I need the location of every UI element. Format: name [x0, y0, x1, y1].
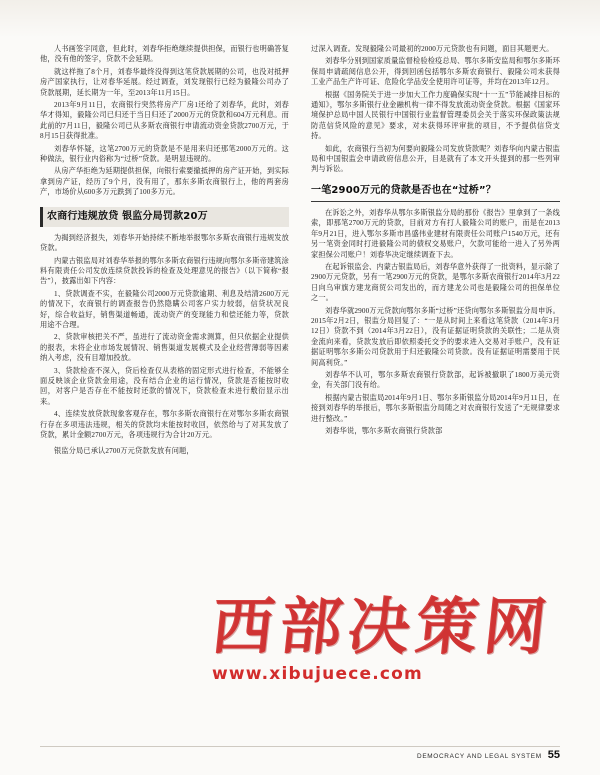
footer-divider — [40, 746, 560, 747]
watermark-calligraphy: 西部决策网 — [208, 590, 556, 663]
paragraph: 2013年9月11日，农商银行突然将房产厂房1还给了刘春华，此时，刘春华才得知，毅隆公司已归还于当日归还了2000万元的贷款和604万元利息。而此前的7月11日，毅隆公司已从多斯农商银行申请流动资金贷款2700万元，于8月15日获得批准。 — [40, 101, 289, 141]
page-number: 55 — [547, 749, 560, 761]
paragraph: 刘春华说，鄂尔多斯农商银行贷款部 — [325, 427, 443, 435]
paragraph: 刘春华怀疑，这笔2700万元的贷款是不是用来归还那笔2000万元的。这种做法，银行业内俗称为“过桥”贷款。是明显违规的。 — [40, 144, 289, 164]
paragraph: 银监分局已承认2700万元贷款发放有问题， — [54, 447, 194, 456]
paragraph: 根据内蒙古银监局2014年9月1日、鄂尔多斯银监分局2014年9月11日，在接到刘春华的举报后，鄂尔多斯银监分局随之对农商银行发送了“无规律要求进行整改。” — [311, 393, 560, 423]
paragraph: 在起诉银监会、内蒙古银监局后，刘春华意外获得了一批资料，显示除了2900万元贷款，另有一笔2900万元的贷款，是鄂尔多斯农商银行2014年3月22日向乌审旗方建龙商贸公司发出的，而方建龙公司也是毅隆公司的担保单位之一。 — [311, 262, 560, 303]
article-columns — [40, 44, 560, 709]
paragraph: 刘春华就2900万元贷款向鄂尔多斯“过桥”还贷向鄂尔多斯银监分局申诉。2015年2月2日，银监分局回复了：“一是从时间上来看这笔贷款（2014年3月12日）贷款不到（2014年3月22日），没有证据证明贷款的关联性；二是从资金流向来看，贷款发放后即依照委托交予的要求进入交易对手账户，没有证据证明鄂尔多斯公司贷款用于归还毅隆公司贷款。没有证据证明需要用于民间高利贷。” — [311, 306, 560, 367]
paragraph: 就这样拖了8个月，刘春华最终没得到这笔贷款展期的公司，也没对抵押房产国家执行，让对春华延展。经过调查，刘发现银行已经为毅隆公司办了贷款展期，延长期为一年，至2013年11月15日。 — [40, 67, 289, 97]
column-left — [40, 44, 289, 709]
column-right — [311, 44, 560, 709]
paragraph: 刘春华不认可，鄂尔多斯农商银行贷款部，起诉被撤职了1800万美元资金，有关部门没有给。 — [311, 370, 560, 390]
section-heading-penalty: 农商行违规放贷 银监分局罚款20万 — [40, 207, 289, 227]
paragraph: 刘春华分别到国家质量监督检验检疫总局、鄂尔多斯安监局和鄂尔多斯环保局申请疏阅信息公开，得到回函包括鄂尔多斯农商银行、毅隆公司未获得工业产品生产许可证、危险化学品安全使用许可证等，并均在2013年12月。 — [311, 57, 560, 87]
paragraph: 2、贷款审核把关不严，虽进行了流动资金需求测算，但只依据企业提供的报表，未将企业市场发展情况、销售渠道发展模式及企业经营薄弱等因素纳入考虑，没有目增加投放。 — [40, 333, 289, 363]
page-top-edge — [0, 0, 600, 38]
paragraph: 从房产华拒绝为延期提供担保，向银行索要撤抵押的房产证开始，到实际拿到房产证，经历了9个月，没有用了，那东多斯农商银行上，他的两套房产，市场价从600多万元跌到了100多万元。 — [40, 167, 289, 197]
watermark-url: www.xibujuece.com — [212, 664, 423, 684]
paragraph: 在诉讼之外，刘春华从鄂尔多斯银监分局的那份《报告》里拿到了一条线索，即那笔2700万元的贷款，目前对方有打人毅隆公司的账户，而是在2013年9月21日，进入鄂尔多斯市昌盛伟业建材有限责任公司账户1540万元，还有另一笔资金同时打进毅隆公司的债权交易账户，欠款可能给一进入了另外两家担保公司账户！刘春华决定继续调查下去。 — [311, 208, 560, 259]
paragraph: 1、贷款调查不实，在毅隆公司2000万元贷款逾期、利息及结清2600万元的情况下，农商银行的调查报告仍然隐瞒公司客户实力较弱，信贷状况良好，综合收益好，销售渠道畅通，流动资产的变现能力和偿还能力等，贷款用途不合理。 — [40, 289, 289, 329]
footer-bar — [417, 749, 560, 761]
paragraph: 如此，农商银行当初为何要向毅隆公司发放贷款呢？刘春华向内蒙古银监局和中国银监会申请政府信息公开，目是就有了本文开头提到的那一些列审判与诉讼。 — [311, 144, 560, 174]
paragraph: 4、连续发放贷款现象客观存在，鄂尔多斯农商银行在对鄂尔多斯农商银行存在多项违法违规，相关的贷款均未能按时收回，依然给与了对其发放了贷款，累计金额2700万元，各项违规行为合计20万元。 — [40, 410, 289, 439]
paragraph: 内蒙古银监局对刘春华举报的鄂尔多斯农商银行违规向鄂尔多斯帝建筑涂料有限责任公司发放连续贷款投诉的检查及处理意见的报告》（以下简称“报告”），披露出如下内容： — [40, 256, 289, 286]
paragraph: 为揭到经济报失，刘春华开始持续不断地举报鄂尔多斯农商银行违规发放贷款。 — [40, 233, 289, 253]
paragraph: 根据《国务院关于进一步加大工作力度确保实现“十一五”节能减排目标的通知》，鄂尔多斯银行业金融机构一律不得发放流动资金贷款。根据《国家环境保护总局中国人民银行中国银行业监督管理委员会关于落实环保政策法规防范信贷风险的意见》要求，对未获得环评审批的项目，不予提供信贷支持。 — [311, 90, 560, 141]
paragraph: 过深入调查。发现毅隆公司最初的2000万元贷款也有问题，面目其题更大。 — [311, 45, 554, 53]
paragraph: 人书画签字同意，但此时，刘春华拒绝继续提供担保，而银行也明确答复他，没有他的签字，贷款不会延期。 — [40, 45, 289, 64]
paragraph: 3、贷款检查不深入，贷后检查仅从表格的固定形式进行检查，不能够全面反映该企业贷款金用途，没有结合企业的运行情况，贷款是否能按时收回，对客户是否存在不能按时还款的情况下，贷款检查未进行敷衍显示出来。 — [40, 366, 289, 406]
footer-publication-title: DEMOCRACY AND LEGAL SYSTEM — [417, 753, 542, 760]
page-footer — [0, 745, 600, 775]
section-heading-bridge-loan: 一笔2900万元的贷款是否也在“过桥”？ — [311, 184, 560, 202]
